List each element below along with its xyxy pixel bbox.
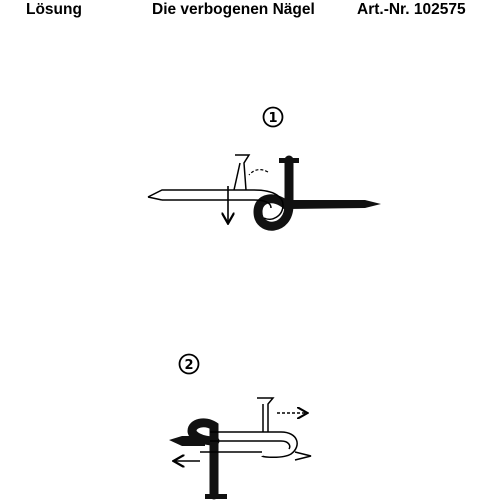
light-nail xyxy=(148,155,283,219)
step-1-motion-arc xyxy=(249,170,268,175)
step-1-number-badge xyxy=(264,108,283,127)
step-2-number-badge xyxy=(180,355,199,374)
step-2-figure xyxy=(169,355,311,500)
step-1-number: 1 xyxy=(268,111,278,126)
step-2-number: 2 xyxy=(184,358,194,373)
step-1-figure xyxy=(148,108,381,227)
solution-label: Lösung xyxy=(26,1,82,18)
puzzle-title: Die verbogenen Nägel xyxy=(152,1,315,18)
dark-nail xyxy=(258,158,381,226)
article-number: Art.-Nr. 102575 xyxy=(357,1,466,18)
